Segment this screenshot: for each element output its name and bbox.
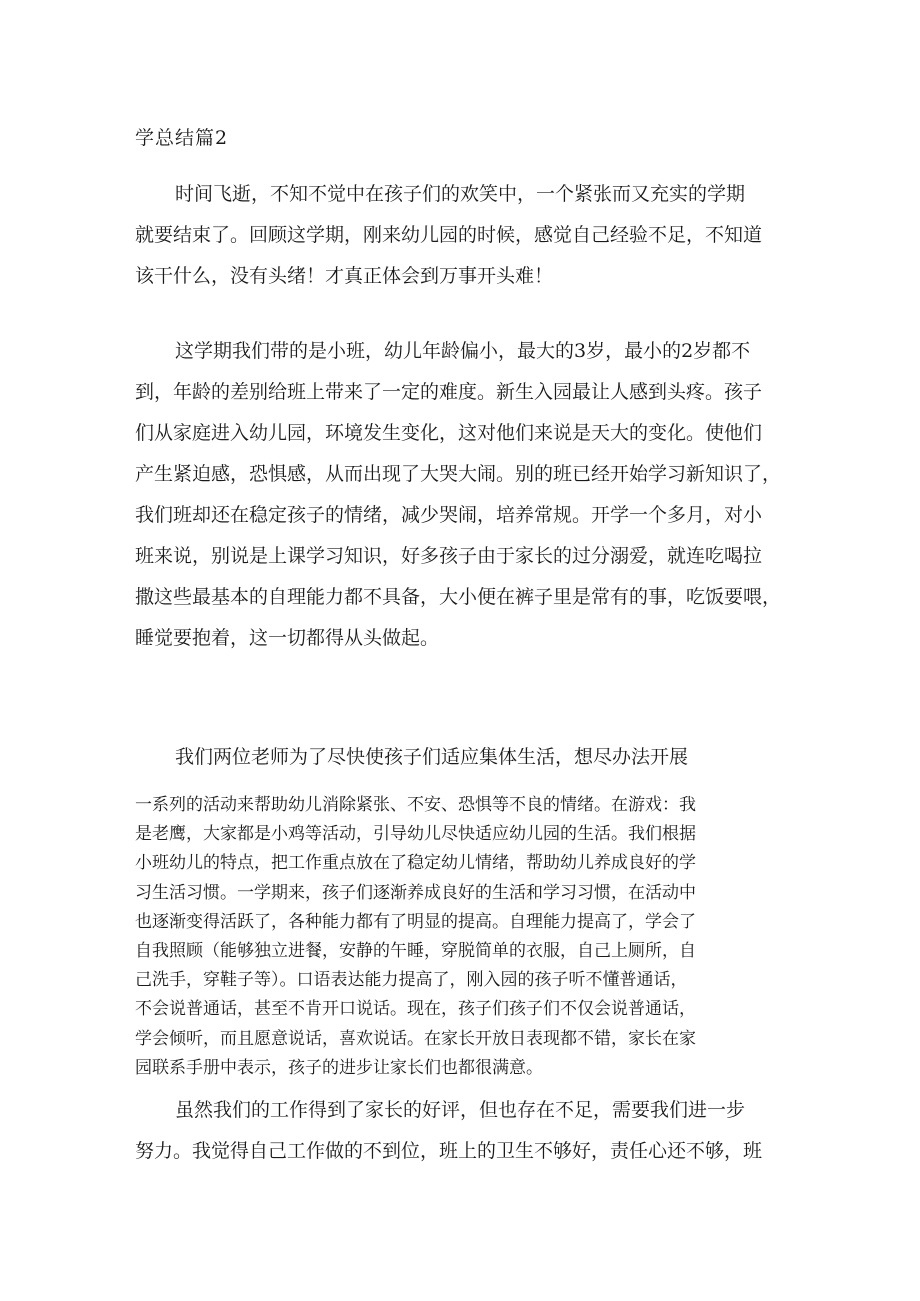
paragraph-line: 不会说普通话，甚至不肯开口说话。现在，孩子们孩子们不仅会说普通话，	[135, 999, 696, 1020]
paragraph-line: 习生活习惯。一学期来，孩子们逐渐养成良好的生活和学习习惯，在活动中	[135, 882, 696, 903]
paragraph-line: 到，年龄的差别给班上带来了一定的难度。新生入园最让人感到头疼。孩子	[135, 381, 763, 403]
paragraph-line: 们从家庭进入幼儿园，环境发生变化，这对他们来说是天大的变化。使他们	[135, 422, 763, 444]
paragraph-line: 自我照顾（能够独立进餐，安静的午睡，穿脱简单的衣服，自己上厕所，自	[135, 941, 696, 962]
paragraph-line: 产生紧迫感，恐惧感，从而出现了大哭大闹。别的班已经开始学习新知识了，	[135, 463, 782, 485]
paragraph-line: 是老鹰，大家都是小鸡等活动，引导幼儿尽快适应幼儿园的生活。我们根据	[135, 824, 696, 845]
paragraph-2	[135, 331, 785, 659]
paragraph-line: 时间飞逝，不知不觉中在孩子们的欢笑中，一个紧张而又充实的学期	[175, 183, 746, 205]
paragraph-line: 这学期我们带的是小班，幼儿年龄偏小，最大的3岁，最小的2岁都不	[175, 340, 751, 362]
paragraph-4	[135, 791, 785, 1083]
paragraph-line: 我们两位老师为了尽快使孩子们适应集体生活，想尽办法开展	[175, 746, 689, 768]
paragraph-line: 虽然我们的工作得到了家长的好评，但也存在不足，需要我们进一步	[175, 1099, 746, 1121]
paragraph-line: 该干什么，没有头绪！才真正体会到万事开头难！	[135, 265, 554, 287]
paragraph-line: 一系列的活动来帮助幼儿消除紧张、不安、恐惧等不良的情绪。在游戏：我	[135, 795, 696, 815]
paragraph-line: 己洗手，穿鞋子等）。口语表达能力提高了，刚入园的孩子听不懂普通话，	[135, 970, 688, 991]
paragraph-line: 努力。我觉得自己工作做的不到位，班上的卫生不够好，责任心还不够，班	[135, 1140, 763, 1162]
paragraph-line: 学会倾听，而且愿意说话，喜欢说话。在家长开放日表现都不错，家长在家	[135, 1028, 696, 1049]
paragraph-line: 小班幼儿的特点，把工作重点放在了稳定幼儿情绪，帮助幼儿养成良好的学	[135, 853, 696, 874]
paragraph-1	[135, 174, 785, 297]
paragraph-line: 睡觉要抱着，这一切都得从头做起。	[135, 627, 440, 649]
paragraph-3	[135, 737, 785, 778]
paragraph-line: 我们班却还在稳定孩子的情绪，减少哭闹，培养常规。开学一个多月，对小	[135, 504, 763, 526]
document-title: 学总结篇2	[135, 127, 229, 149]
paragraph-line: 班来说，别说是上课学习知识，好多孩子由于家长的过分溺爱，就连吃喝拉	[135, 545, 763, 567]
paragraph-line: 撒这些最基本的自理能力都不具备，大小便在裤子里是常有的事，吃饭要喂，	[135, 586, 782, 608]
paragraph-line: 就要结束了。回顾这学期，刚来幼儿园的时候，感觉自己经验不足，不知道	[135, 224, 763, 246]
paragraph-line: 园联系手册中表示，孩子的进步让家长们也都很满意。	[135, 1057, 543, 1078]
paragraph-line: 也逐渐变得活跃了，各种能力都有了明显的提高。自理能力提高了，学会了	[135, 911, 696, 932]
paragraph-5	[135, 1090, 785, 1172]
